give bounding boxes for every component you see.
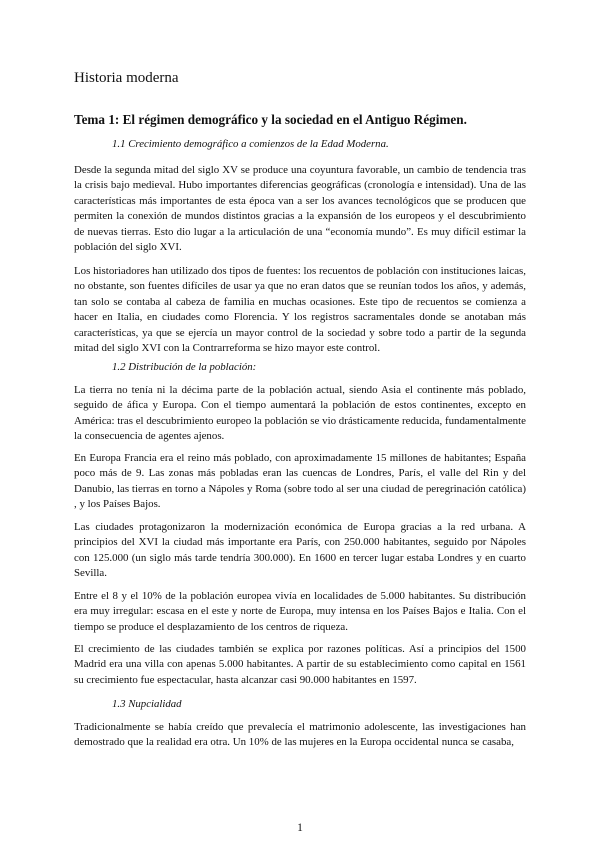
paragraph: Entre el 8 y el 10% de la población europea vivía en localidades de 5.000 habitantes. Su distribución era muy irregular: escasa en el este y norte de Europa, muy intensa en los Países Bajos e Italia. Con el tiempo se produce el desplazamiento de los centros de riqueza. [74,590,526,633]
page-number: 1 [297,822,303,834]
document-title: Historia moderna [74,70,179,86]
paragraph: En Europa Francia era el reino más poblado, con aproximadamente 15 millones de habitantes; España poco más de 9. Las zonas más pobladas eran las cuencas de Londres, París, el valle del Rin y del Danubio, las tierras en torno a Nápoles y Roma (sobre todo al ser una ciudad de peregrinación católica) , y los Países Bajos. [74,452,526,511]
section-heading-1-2: 1.2 Distribución de la población: [112,361,257,373]
paragraph: El crecimiento de las ciudades también se explica por razones políticas. Así a principios del 1500 Madrid era una villa con apenas 5.000 habitantes. A partir de su establecimiento como capital en 1561 su crecimiento fue espectacular, hasta alcanzar casi 90.000 habitantes en 1597. [74,643,526,686]
paragraph: Los historiadores han utilizado dos tipos de fuentes: los recuentos de población con instituciones laicas, no obstante, son fuentes difíciles de usar ya que no eran datos que se reunían todos los años, y además, tan solo se contaba al cabeza de familia en muchas ocasiones. Este tipo de recuentos se comienza a hacer en Italia, en ciudades como Florencia. Y los registros sacramentales donde se anotaban más características, ya que se ejercía un mayor control de la sociedad y sobre todo a partir de la segunda mitad del siglo XVI con la Contrarreforma se hizo mayor este control. [74,265,526,355]
tema-heading: Tema 1: El régimen demográfico y la sociedad en el Antiguo Régimen. [74,112,467,127]
paragraph: Desde la segunda mitad del siglo XV se produce una coyuntura favorable, un cambio de tendencia tras la crisis bajo medieval. Hubo importantes diferencias geográficas (cronología e intensidad). Una de las características más importantes de esta época van a ser los avances tecnológicos que se producen que permiten la conexión de mundos distintos gracias a la expansión de los europeos y el descubrimiento de nuevas tierras. Esto dio lugar a la articulación de una “economía mundo”. Es muy difícil estimar la población del siglo XVI. [74,164,526,254]
section-heading-1-1: 1.1 Crecimiento demográfico a comienzos de la Edad Moderna. [112,138,389,150]
paragraph: La tierra no tenía ni la décima parte de la población actual, siendo Asia el continente más poblado, seguido de áfica y Europa. Con el tiempo aumentará la población de estos continentes, excepto en América: tras el descubrimiento europeo la población se vio drásticamente reducida, fundamentalmente la consecuencia de agentes ajenos. [74,384,526,443]
section-heading-1-3: 1.3 Nupcialidad [112,698,182,710]
paragraph: Las ciudades protagonizaron la modernización económica de Europa gracias a la red urbana. A principios del XVI la ciudad más importante era París, con 250.000 habitantes, seguido por Nápoles con 125.000 (un siglo más tarde tendría 300.000). En 1600 en tercer lugar estaba Londres y en cuarto Sevilla. [74,521,526,580]
paragraph: Tradicionalmente se había creído que prevalecía el matrimonio adolescente, las investigaciones han demostrado que la realidad era otra. Un 10% de las mujeres en la Europa occidental nunca se casaba, [74,721,526,749]
